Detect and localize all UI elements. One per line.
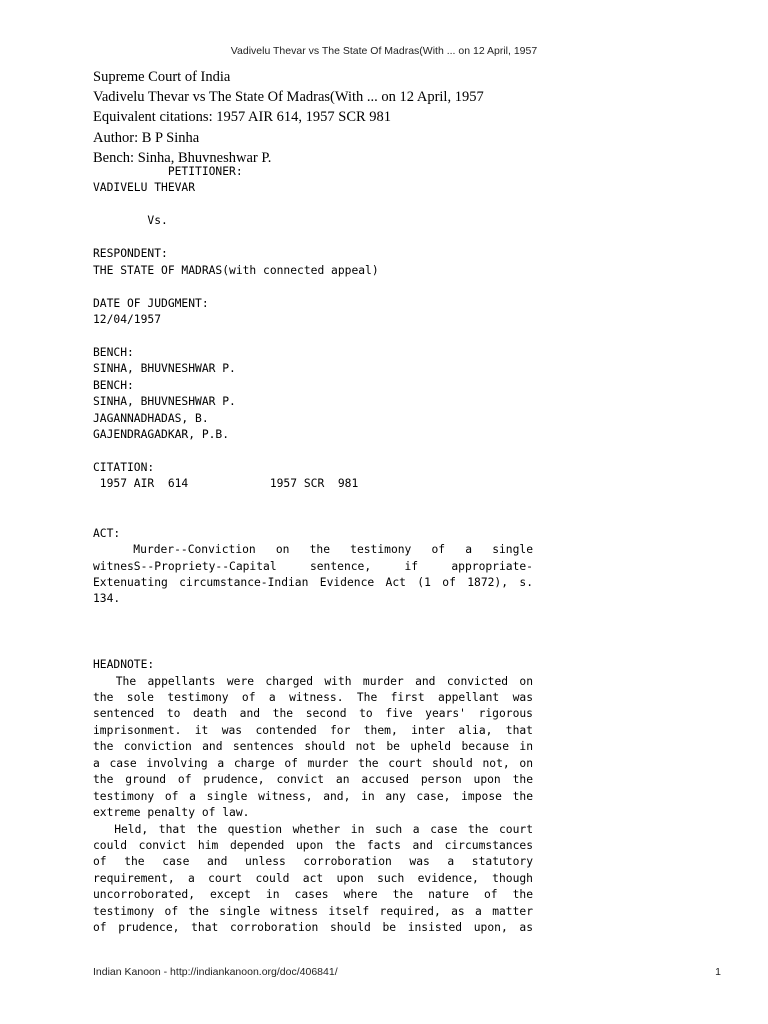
judgment-line: uncorroborated, except in cases where the nature of the [93,888,533,902]
judgment-line: RESPONDENT: [93,247,168,261]
judgment-line: sentenced to death and the second to five years' rigorous [93,707,533,721]
running-header: Vadivelu Thevar vs The State Of Madras(With ... on 12 April, 1957 [230,45,538,57]
court-name: Supreme Court of India [93,69,231,85]
judgment-line: extreme penalty of law. [93,806,250,820]
judgment-line [93,624,533,640]
judgment-line: PETITIONER: [93,165,243,178]
judgment-line: THE STATE OF MADRAS(with connected appeal) [93,263,379,277]
judgment-line [93,197,533,213]
judgment-line: Extenuating circumstance-Indian Evidence Act (1 of 1872), s. [93,575,533,589]
judgment-line: DATE OF JUDGMENT: [93,296,209,310]
judgment-body [93,164,533,937]
judgment-line: testimony of a single witness, and, in any case, impose the [93,789,533,803]
judgment-line: requirement, a court could act upon such evidence, though [93,871,533,885]
judgment-line: testimony of the single witness itself required, as a matter [93,904,533,918]
judgment-line: Vs. [93,214,168,228]
judgment-line: a case involving a charge of murder the court should not, on [93,756,533,770]
judgment-line: the conviction and sentences should not be upheld because in [93,740,533,754]
judgment-line: BENCH: [93,378,134,392]
judgment-line: CITATION: [93,460,155,474]
judgment-line [93,279,533,295]
judgment-line: 134. [93,592,121,606]
judgment-line [93,608,533,624]
judgment-line: could convict him depended upon the facts and circumstances [93,838,533,852]
judgment-line: the ground of prudence, convict an accused person upon the [93,773,533,787]
judgment-line: Murder--Conviction on the testimony of a single [133,543,533,557]
judgment-line: 12/04/1957 [93,312,162,326]
bench-line: Bench: Sinha, Bhuvneshwar P. [93,149,272,166]
judgment-line: VADIVELU THEVAR [93,181,196,195]
judgment-line [93,328,533,344]
judgment-line: SINHA, BHUVNESHWAR P. [93,395,236,409]
judgment-line: BENCH: [93,345,134,359]
author-line: Author: B P Sinha [93,129,200,146]
judgment-line: SINHA, BHUVNESHWAR P. [93,362,236,376]
document-meta [93,67,484,168]
footer-source: Indian Kanoon - http://indiankanoon.org/doc/406841/ [93,966,338,978]
case-title: Vadivelu Thevar vs The State Of Madras(With ... on 12 April, 1957 [93,89,484,106]
judgment-line: the sole testimony of a witness. The first appellant was [93,691,533,704]
judgment-line: 1957 AIR 614 1957 SCR 981 [93,477,359,491]
judgment-line: JAGANNADHADAS, B. [93,411,209,425]
judgment-line: witnesS--Propriety--Capital sentence, if appropriate- [93,559,533,573]
judgment-line: ACT: [93,526,121,540]
page-number: 1 [715,966,721,978]
judgment-line: HEADNOTE: [93,658,155,672]
judgment-line: imprisonment. it was contended for them, inter alia, that [93,723,533,737]
judgment-line: of prudence, that corroboration should be insisted upon, as [93,921,533,935]
judgment-line: Held, that the question whether in such a case the court [114,822,534,836]
judgment-line [93,443,533,459]
judgment-line: GAJENDRAGADKAR, P.B. [93,428,230,441]
judgment-line: of the case and unless corroboration was a statutory [93,855,533,869]
judgment-line [93,493,533,509]
equivalent-citations: Equivalent citations: 1957 AIR 614, 1957 SCR 981 [93,109,392,126]
judgment-line: The appellants were charged with murder and convicted on [115,674,534,688]
judgment-line [93,641,533,657]
judgment-line [93,230,533,246]
judgment-line [93,509,533,525]
